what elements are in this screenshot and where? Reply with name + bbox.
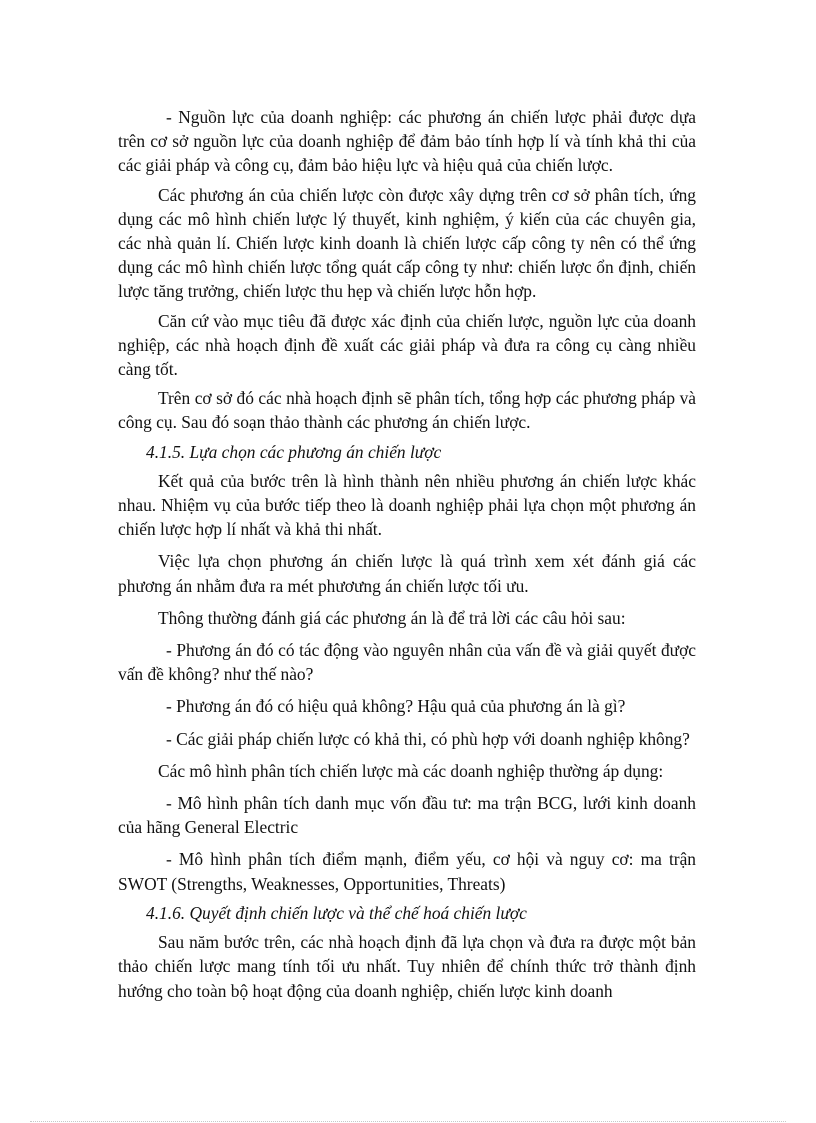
- paragraph-evaluation-questions: Thông thường đánh giá các phương án là để trả lời các câu hỏi sau:: [158, 607, 626, 628]
- paragraph-decision: Sau năm bước trên, các nhà hoạch định đã lựa chọn và đưa ra được một bản thảo chiến lược mang tính tối ưu nhất. Tuy nhiên để chính thức trở thành định hướng cho toàn bộ hoạt động của doanh nghiệp, chiến lược kinh doanh: [118, 932, 696, 1001]
- page-bottom-divider: [30, 1121, 786, 1122]
- section-heading-4-1-6: 4.1.6. Quyết định chiến lược và thể chế hoá chiến lược: [146, 902, 527, 923]
- paragraph-resources: - Nguồn lực của doanh nghiệp: các phương án chiến lược phải được dựa trên cơ sở nguồn lực của doanh nghiệp để đảm bảo tính hợp lí và tính khả thi của các giải pháp và công cụ, đảm bảo hiệu lực và hiệu quả của chiến lược.: [118, 107, 696, 176]
- list-item-model-bcg: - Mô hình phân tích danh mục vốn đầu tư: ma trận BCG, lưới kinh doanh của hãng General Electric: [118, 793, 696, 838]
- list-item-model-swot: - Mô hình phân tích điểm mạnh, điểm yếu, cơ hội và nguy cơ: ma trận SWOT (Strengths, Weaknesses, Opportunities, Threats): [118, 849, 696, 894]
- paragraph-step-result: Kết quả của bước trên là hình thành nên nhiều phương án chiến lược khác nhau. Nhiệm vụ của bước tiếp theo là doanh nghiệp phải lựa chọn một phương án chiến lược hợp lí nhất và khả thi nhất.: [118, 470, 696, 540]
- list-item-question-1: - Phương án đó có tác động vào nguyên nhân của vấn đề và giải quyết được vấn đề không? như thế nào?: [118, 640, 696, 685]
- document-page: [118, 105, 696, 1003]
- paragraph-synthesis: Trên cơ sở đó các nhà hoạch định sẽ phân tích, tổng hợp các phương pháp và công cụ. Sau đó soạn thảo thành các phương án chiến lược.: [118, 388, 696, 433]
- paragraph-strategy-options: Các phương án của chiến lược còn được xây dựng trên cơ sở phân tích, ứng dụng các mô hình chiến lược lý thuyết, kinh nghiệm, ý kiến của các chuyên gia, các nhà quản lí. Chiến lược kinh doanh là chiến lược cấp công ty nên có thể ứng dụng các mô hình chiến lược tổng quát cấp công ty như: chiến lược ổn định, chiến lược tăng trưởng, chiến lược thu hẹp và chiến lược hỗn hợp.: [118, 184, 696, 302]
- list-item-question-3: - Các giải pháp chiến lược có khả thi, có phù hợp với doanh nghiệp không?: [166, 728, 690, 749]
- paragraph-selection-process: Việc lựa chọn phương án chiến lược là quá trình xem xét đánh giá các phương án nhằm đưa ra mét phươưng án chiến lược tối ưu.: [118, 551, 696, 596]
- paragraph-analysis-models: Các mô hình phân tích chiến lược mà các doanh nghiệp thường áp dụng:: [158, 760, 664, 781]
- paragraph-based-on-objectives: Căn cứ vào mục tiêu đã được xác định của chiến lược, nguồn lực của doanh nghiệp, các nhà hoạch định đề xuất các giải pháp và đưa ra công cụ càng nhiều càng tốt.: [118, 310, 696, 380]
- list-item-question-2: - Phương án đó có hiệu quả không? Hậu quả của phương án là gì?: [166, 696, 626, 717]
- section-heading-4-1-5: 4.1.5. Lựa chọn các phương án chiến lược: [146, 441, 442, 462]
